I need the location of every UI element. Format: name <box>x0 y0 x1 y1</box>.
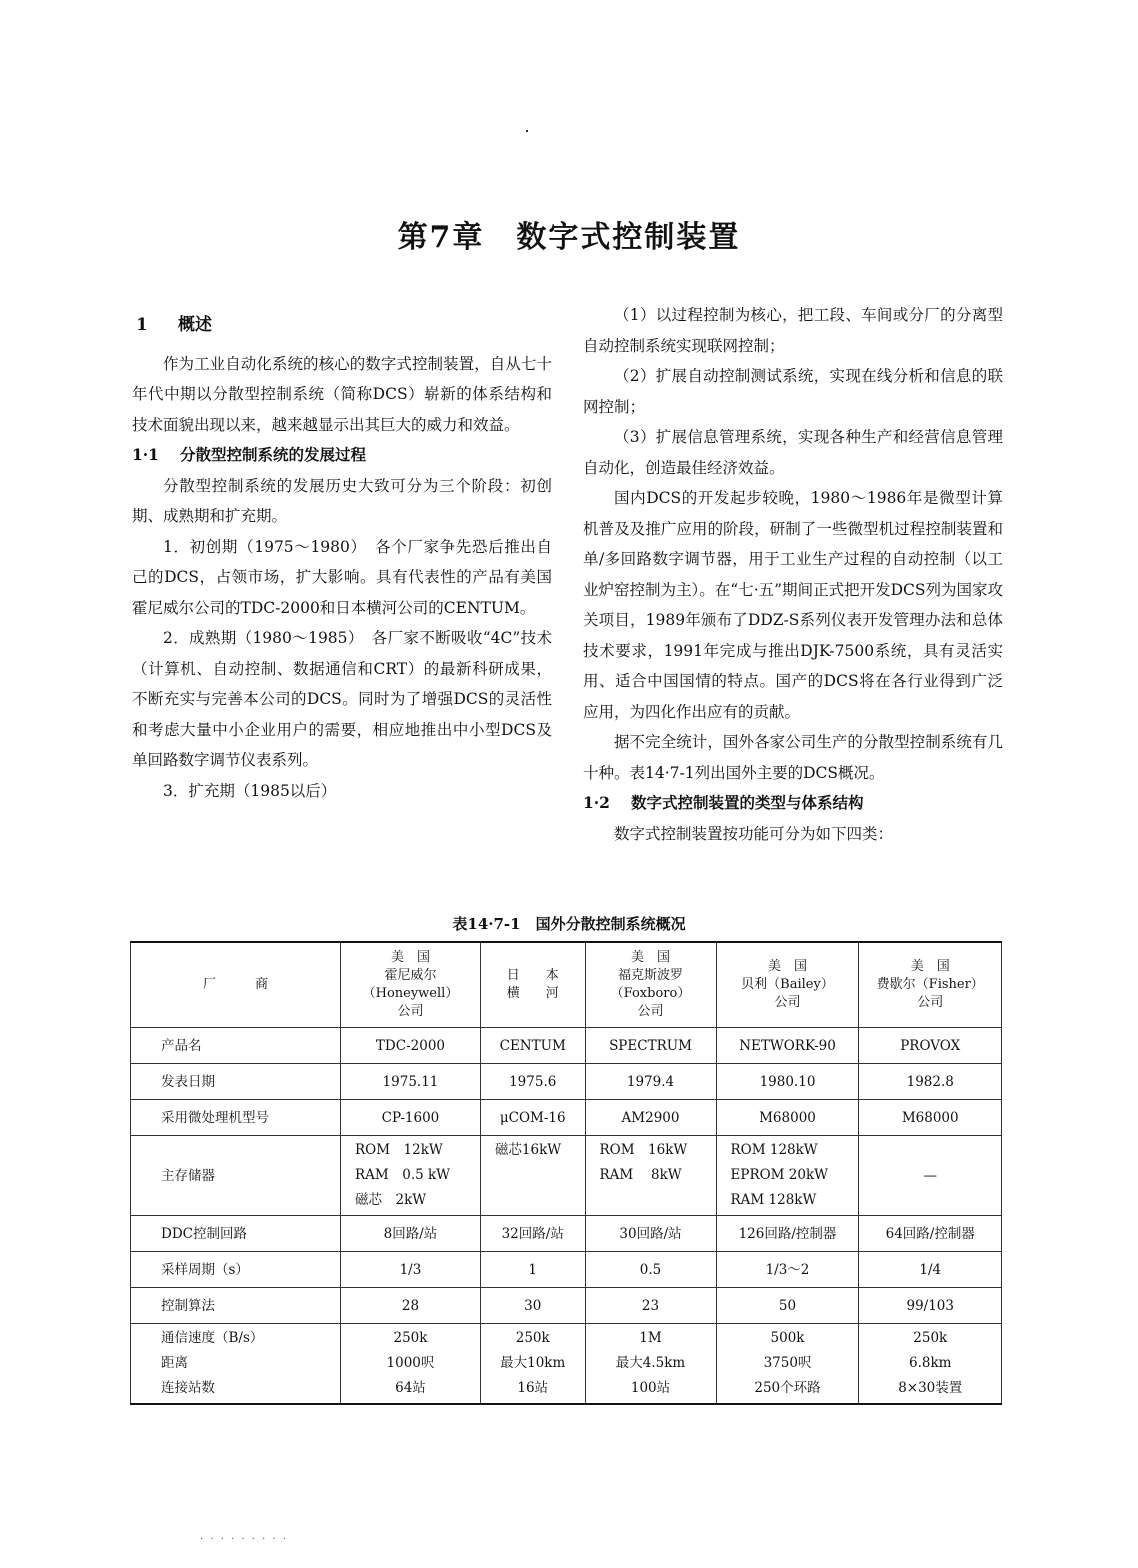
row-label: 发表日期 <box>131 1064 341 1100</box>
paragraph: 国内DCS的开发起步较晚，1980～1986年是微型计算机普及及推广应用的阶段，研制了一些微型机过程控制装置和单/多回路数字调节器，用于工业生产过程的自动控制（以工业炉窑控制为主）。在“七·五”期间正式把开发DCS列为国家攻关项目，1989年颁布了DDZ-S系列仪表开发管理办法和总体技术要求，1991年完成与推出DJK-7500系统，具有灵活实用、适合中国国情的特点。国产的DCS将在各行业得到广泛应用，为四化作出应有的贡献。 <box>583 489 1003 721</box>
cell-line: 3750呎 <box>763 1355 812 1371</box>
row-label: 产品名 <box>131 1028 341 1064</box>
table-caption: 表14·7-1 国外分散控制系统概况 <box>452 915 686 933</box>
vendor-country: 美 国 <box>910 959 950 974</box>
table-cell: M68000 <box>859 1100 1002 1136</box>
table-cell: 30 <box>480 1288 585 1324</box>
table-cell: PROVOX <box>859 1028 1002 1064</box>
table-cell: 1/3 <box>341 1252 481 1288</box>
vendor-name: 贝利（Bailey） <box>741 977 834 992</box>
table-cell <box>716 1324 859 1405</box>
section-1-1-heading <box>132 440 552 471</box>
row-label: 采样周期（s） <box>131 1252 341 1288</box>
row-label: 控制算法 <box>131 1288 341 1324</box>
section-title: 数字式控制装置的类型与体系结构 <box>631 793 864 812</box>
table-cell: 1/3～2 <box>716 1252 859 1288</box>
row-label: 采用微处理机型号 <box>131 1100 341 1136</box>
vendor-header <box>585 942 716 1028</box>
cell-line: 250k <box>515 1330 550 1346</box>
table-cell: 8回路/站 <box>341 1216 481 1252</box>
table-cell: CP-1600 <box>341 1100 481 1136</box>
table-cell: M68000 <box>716 1100 859 1136</box>
section-number: 1 <box>136 315 148 335</box>
vendor-country: 美 国 <box>631 950 671 965</box>
section-1-heading <box>132 310 552 341</box>
table-row <box>131 1100 1002 1136</box>
table-cell <box>716 1136 859 1216</box>
table-row <box>131 1064 1002 1100</box>
table-cell <box>480 1136 585 1216</box>
table-row <box>131 1252 1002 1288</box>
cell-line: 磁芯 2kW <box>355 1192 427 1208</box>
table-cell: 1980.10 <box>716 1064 859 1100</box>
paragraph: 3．扩充期（1985以后） <box>163 781 337 800</box>
cell-line: 距离 <box>161 1355 188 1371</box>
cell-line: 16站 <box>517 1380 549 1396</box>
table-cell: SPECTRUM <box>585 1028 716 1064</box>
vendor-name: 福克斯波罗 <box>618 968 684 983</box>
cell-line: 磁芯16kW <box>494 1142 562 1158</box>
paragraph: 分散型控制系统的发展历史大致可分为三个阶段：初创期、成熟期和扩充期。 <box>132 476 552 525</box>
cell-line: 250个环路 <box>754 1380 821 1396</box>
section-title: 概述 <box>178 315 212 335</box>
left-column <box>132 300 552 806</box>
table-cell: 1975.6 <box>480 1064 585 1100</box>
table-cell: 99/103 <box>859 1288 1002 1324</box>
vendor-country: 美 国 <box>390 950 430 965</box>
cell-line: 100站 <box>630 1380 671 1396</box>
vendor-suffix: 公司 <box>637 1004 664 1019</box>
section-number: 1·1 <box>132 445 159 464</box>
corner-header: 厂 商 <box>131 942 341 1028</box>
table-header-row <box>131 942 1002 1028</box>
table-cell: 28 <box>341 1288 481 1324</box>
paragraph: 作为工业自动化系统的核心的数字式控制装置，自从七十年代中期以分散型控制系统（简称DCS）崭新的体系结构和技术面貌出现以来，越来越显示出其巨大的威力和效益。 <box>132 354 552 434</box>
cell-line: 250k <box>913 1330 948 1346</box>
vendor-suffix: 公司 <box>917 995 944 1010</box>
dcs-overview-table <box>130 941 1002 1405</box>
vendor-name-en: （Foxboro） <box>610 986 691 1001</box>
cell-line: 8×30装置 <box>898 1380 963 1396</box>
table-cell: 64回路/控制器 <box>859 1216 1002 1252</box>
table-cell: 1/4 <box>859 1252 1002 1288</box>
cell-line: 6.8km <box>909 1355 952 1371</box>
cell-line: RAM 0.5 kW <box>355 1167 451 1183</box>
table-cell: 1975.11 <box>341 1064 481 1100</box>
table-cell <box>585 1324 716 1405</box>
cell-line: EPROM 20kW <box>730 1167 829 1183</box>
cell-line: 1000呎 <box>386 1355 435 1371</box>
cell-line: ROM 16kW <box>599 1142 688 1158</box>
table-cell: TDC-2000 <box>341 1028 481 1064</box>
paragraph: 数字式控制装置按功能可分为如下四类： <box>614 824 894 843</box>
vendor-header <box>480 942 585 1028</box>
paragraph: （2）扩展自动控制测试系统，实现在线分析和信息的联网控制； <box>583 367 1003 416</box>
right-column <box>583 300 1003 849</box>
cell-line: 最大4.5km <box>615 1355 686 1371</box>
chapter-title: 第7章 数字式控制装置 <box>397 220 741 255</box>
vendor-suffix: 横 河 <box>506 986 559 1001</box>
table-row <box>131 1028 1002 1064</box>
section-1-2-heading <box>583 788 1003 819</box>
paragraph: （1）以过程控制为核心，把工段、车间或分厂的分离型自动控制系统实现联网控制； <box>583 306 1003 355</box>
table-cell: — <box>859 1136 1002 1216</box>
table-cell <box>341 1136 481 1216</box>
vendor-country: 日 本 <box>506 968 559 983</box>
cell-line: 250k <box>393 1330 428 1346</box>
cell-line: 连接站数 <box>161 1380 215 1396</box>
cell-line: RAM 8kW <box>599 1167 682 1183</box>
table-cell: 126回路/控制器 <box>716 1216 859 1252</box>
table-cell: NETWORK-90 <box>716 1028 859 1064</box>
vendor-suffix: 公司 <box>774 995 801 1010</box>
footer-scan-mark: · · · · · · · · · <box>200 1534 289 1545</box>
table-row <box>131 1216 1002 1252</box>
row-label: DDC控制回路 <box>131 1216 341 1252</box>
vendor-suffix: 公司 <box>397 1004 424 1019</box>
table-row <box>131 1136 1002 1216</box>
cell-line: 通信速度（B/s） <box>161 1330 264 1346</box>
cell-line: ROM 12kW <box>355 1142 443 1158</box>
table-row <box>131 1324 1002 1405</box>
table-cell <box>859 1324 1002 1405</box>
paragraph: 2．成熟期（1980～1985） 各厂家不断吸收“4C”技术（计算机、自动控制、数据通信和CRT）的最新科研成果，不断充实与完善本公司的DCS。同时为了增强DCS的灵活性和考虑大量中小企业用户的需要，相应地推出中小型DCS及单回路数字调节仪表系列。 <box>132 629 552 769</box>
paragraph: 1．初创期（1975～1980） 各个厂家争先恐后推出自己的DCS，占领市场，扩大影响。具有代表性的产品有美国霍尼威尔公司的TDC-2000和日本横河公司的CENTUM。 <box>132 537 552 617</box>
cell-line: ROM 128kW <box>730 1142 818 1158</box>
section-number: 1·2 <box>583 793 610 812</box>
table-cell: μCOM-16 <box>480 1100 585 1136</box>
table-cell: 1 <box>480 1252 585 1288</box>
vendor-header <box>716 942 859 1028</box>
table-row <box>131 1288 1002 1324</box>
row-label: 主存储器 <box>131 1136 341 1216</box>
paragraph: 据不完全统计，国外各家公司生产的分散型控制系统有几十种。表14·7-1列出国外主要的DCS概况。 <box>583 733 1003 782</box>
table-cell: AM2900 <box>585 1100 716 1136</box>
cell-line: 64站 <box>395 1380 426 1396</box>
table-cell: 23 <box>585 1288 716 1324</box>
vendor-header <box>341 942 481 1028</box>
cell-line: 500k <box>770 1330 805 1346</box>
cell-line: 最大10km <box>500 1355 566 1371</box>
table-cell: 0.5 <box>585 1252 716 1288</box>
paragraph: （3）扩展信息管理系统，实现各种生产和经营信息管理自动化，创造最佳经济效益。 <box>583 428 1003 477</box>
cell-line: 1M <box>639 1330 662 1346</box>
table-cell <box>341 1324 481 1405</box>
section-title: 分散型控制系统的发展过程 <box>180 445 367 464</box>
table-cell: 1979.4 <box>585 1064 716 1100</box>
row-label <box>131 1324 341 1405</box>
table-cell <box>585 1136 716 1216</box>
table-cell: 50 <box>716 1288 859 1324</box>
vendor-name: 霍尼威尔 <box>384 968 437 983</box>
table-cell: CENTUM <box>480 1028 585 1064</box>
vendor-country: 美 国 <box>767 959 807 974</box>
vendor-name-en: （Honeywell） <box>362 986 459 1001</box>
table-cell: 32回路/站 <box>480 1216 585 1252</box>
page-speck <box>526 130 528 132</box>
vendor-header <box>859 942 1002 1028</box>
table-cell: 1982.8 <box>859 1064 1002 1100</box>
table-cell: 30回路/站 <box>585 1216 716 1252</box>
vendor-name: 费歇尔（Fisher） <box>876 977 984 992</box>
cell-line: RAM 128kW <box>730 1192 817 1208</box>
table-cell <box>480 1324 585 1405</box>
